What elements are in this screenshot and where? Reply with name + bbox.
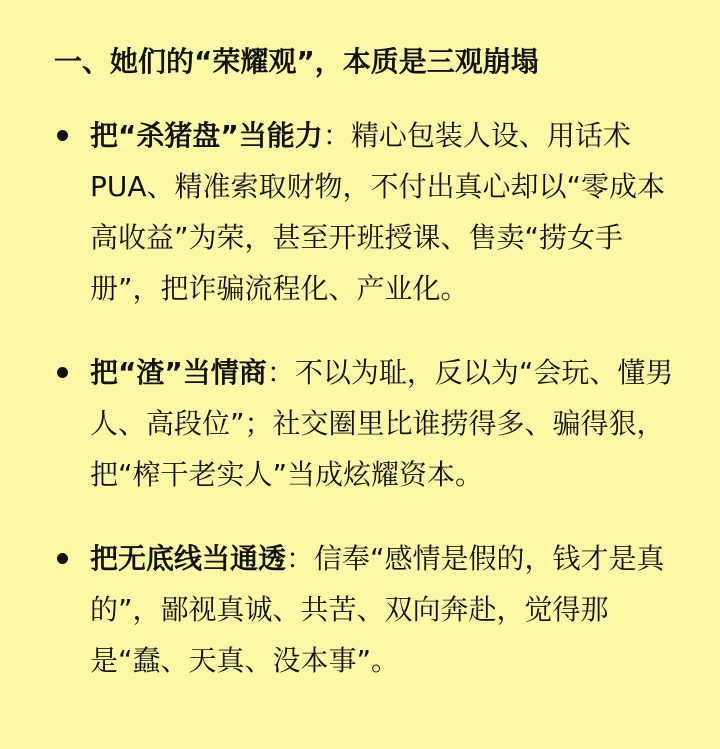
- item-title: 把无底线当通透: [90, 542, 287, 575]
- item-title: 把“杀猪盘”当能力: [90, 119, 323, 152]
- item-separator: ：: [322, 119, 351, 152]
- bullet-dot-icon: [57, 553, 68, 564]
- item-title: 把“渣”当情商: [90, 356, 267, 389]
- section-heading: 一、她们的“荣耀观”，本质是三观崩塌: [54, 45, 539, 78]
- bullet-list: [54, 110, 680, 686]
- item-body: 精心包装人设、用话术PUA、精准索取财物，不付出真心却以“零成本高收益”为荣，甚至开班授课、售卖“捞女手册”，把诈骗流程化、产业化。: [90, 119, 666, 305]
- item-body: 不以为耻，反以为“会玩、懂男人、高段位”；社交圈里比谁捞得多、骗得狠，把“榨干老实人”当成炫耀资本。: [90, 356, 674, 491]
- list-item: [54, 533, 680, 686]
- item-body: 信奉“感情是假的，钱才是真的”，鄙视真诚、共苦、双向奔赴，觉得那是“蠢、天真、没本事”。: [90, 542, 665, 677]
- bullet-dot-icon: [57, 367, 68, 378]
- list-item: [54, 347, 680, 500]
- bullet-dot-icon: [57, 130, 68, 141]
- list-item: [54, 110, 680, 314]
- item-separator: ：: [266, 356, 295, 389]
- item-separator: ：: [286, 542, 315, 575]
